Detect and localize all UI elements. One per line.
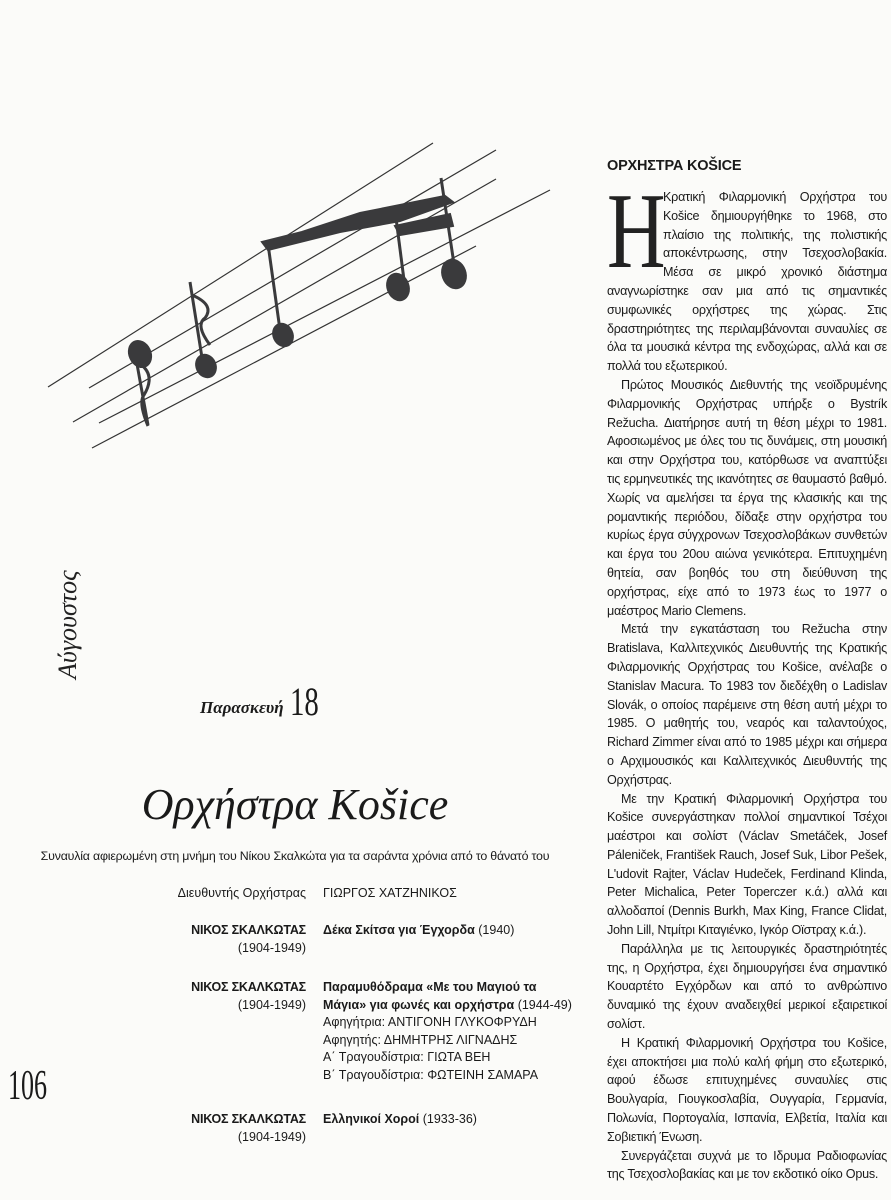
notes <box>124 178 470 426</box>
composer <box>191 922 306 957</box>
article-heading: ΟΡΧΗΣΤΡΑ KOŠICE <box>607 158 742 174</box>
composer-years: (1904-1949) <box>237 997 306 1012</box>
staff-line <box>73 179 496 422</box>
note-head <box>383 270 413 304</box>
note-stem <box>190 282 210 364</box>
composer <box>191 979 306 1014</box>
performer: Αφηγητής: ΔΗΜΗΤΡΗΣ ΛΙΓΝΑΔΗΣ <box>323 1032 518 1047</box>
note-stem <box>137 364 149 426</box>
work-title: Δέκα Σκίτσα για Έγχορδα <box>323 923 475 937</box>
staff-lines <box>48 143 550 448</box>
article-paragraph: Με την Κρατική Φιλαρμονική Ορχήστρα του Košice συνεργάστηκαν πολλοί σημαντικοί Τσέχοι μαέστροι και σολίστ (Václav Smetáček, Josef Páleniček, František Rauch, Josef Suk, Libor Pešek, L'udovit Rajter, Václav Hudeček, Ferdinand Klinda, Peter Michalica, Peter Toperczer κ.ά.) αλλά και αλλοδαποί (Dennis Burkh, Max King, France Clidat, John Lill, Ντμίτρι Κιταγιένκο, Ιγκόρ Οϊστραχ κ.ά.). <box>607 791 887 938</box>
performer: Α΄ Τραγουδίστρια: ΓΙΩΤΑ ΒΕΗ <box>323 1050 491 1064</box>
article <box>607 158 887 1184</box>
article-paragraph: Η Κρατική Φιλαρμονική Ορχήστρα του Košice, έχει αποκτήσει μια πολύ καλή φήμη στο εξωτερικό, αφού έδωσε επιτυχημένες συναυλίες στις Βουλγαρία, Γιουγκοσλαβία, Ουγγαρία, Γερμανία, Πολωνία, Πορτογαλία, Ισπανία, Ελβετία, Ιταλία και Σοβιετική Ένωση. <box>607 1035 887 1144</box>
note-head <box>192 351 220 381</box>
performer: Αφηγήτρια: ΑΝΤΙΓΟΝΗ ΓΛΥΚΟΦΡΥΔΗ <box>323 1015 537 1029</box>
performer: Β΄ Τραγουδίστρια: ΦΩΤΕΙΝΗ ΣΑΜΑΡΑ <box>323 1067 539 1082</box>
music-notes-illustration <box>40 140 560 460</box>
day-number: 18 <box>289 679 319 724</box>
work-year: (1940) <box>474 923 515 937</box>
article-paragraph <box>607 172 887 376</box>
page-number: 106 <box>8 1063 48 1109</box>
work-title: Παραμυθόδραμα «Με του Μαγιού τα <box>323 980 537 994</box>
work-title: Μάγια» για φωνές και ορχήστρα <box>323 997 515 1012</box>
day-heading <box>200 676 330 722</box>
work-year: (1944-49) <box>514 997 572 1012</box>
concert-title: Ορχήστρα Košice <box>141 780 449 829</box>
weekday: Παρασκευή <box>200 698 284 717</box>
conductor-name: ΓΙΩΡΓΟΣ ΧΑΤΖΗΝΙΚΟΣ <box>323 886 457 900</box>
paragraph-text: Κρατική Φιλαρμονική Ορχήστρα του Košice δημιουργήθηκε το 1968, στο πλαίσιο της πολιτικής, της πολιστικής αποκέντρωσης, στην Τσεχοσλοβακία. Μέσα σε μικρό χρονικό διάστημα αναγνωρίστηκε σαν μια από τις σημαντικές συμφωνικές ορχήστρες της χώρας. Στις δραστηριότητες της περιλαμβάνονται συναυλίες σε όλα τα μουσικά κέντρα της ενδοχώρας, αλλά και σε πολλά του εξωτερικού. <box>607 190 887 374</box>
work-title: Ελληνικοί Χοροί <box>323 1112 420 1126</box>
composer-name: ΝΙΚΟΣ ΣΚΑΛΚΩΤΑΣ <box>191 1112 306 1126</box>
conductor-label: Διευθυντής Ορχήστρας <box>177 886 306 900</box>
article-paragraph: Συνεργάζεται συχνά με το Ιδρυμα Ραδιοφωνίας της Τσεχοσλοβακίας και με τον εκδοτικό οίκο Opus. <box>607 1148 887 1182</box>
month-label: Αύγουστος <box>53 570 82 680</box>
article-body <box>607 172 887 1184</box>
work <box>323 1111 477 1129</box>
composer-name: ΝΙΚΟΣ ΣΚΑΛΚΩΤΑΣ <box>191 980 306 994</box>
note-head <box>124 337 156 372</box>
note-stem <box>268 244 280 330</box>
composer-years: (1904-1949) <box>237 1129 306 1144</box>
work <box>323 922 514 940</box>
concert-subtitle: Συναυλία αφιερωμένη στη μνήμη του Νίκου Σκαλκώτα για τα σαράντα χρόνια από το θάνατό του <box>40 849 550 863</box>
composer-name: ΝΙΚΟΣ ΣΚΑΛΚΩΤΑΣ <box>191 923 306 937</box>
work <box>323 979 572 1084</box>
article-paragraph: Παράλληλα με τις λειτουργικές δραστηριότητές της, η Ορχήστρα, έχει δημιουργήσει ένα σημαντικό Κουαρτέτο Εγχόρδων και από το ανθρώπινο δυναμικό της έχουν αναδειχθεί μερικοί εξαιρετικοί σολίστ. <box>607 941 887 1032</box>
article-paragraph: Πρώτος Μουσικός Διεθυντής της νεοϊδρυμένης Φιλαρμονικής Ορχήστρας υπήρξε ο Bystrík Režucha. Διατήρησε αυτή τη θέση μέχρι το 1981. Αφοσιωμένος με όλες του τις δυνάμεις, στη μουσική και στην Ορχήστρα του, κατόρθωσε να αναπτύξει τις ερμηνευτικές της ικανότητες σε θαυμαστό βαθμό. Χωρίς να αμελήσει τα έργα της κλασικής και της ρομαντικής περιόδου, δίδαξε στην ορχήστρα του κυρίως έργα σύγχρονων Τσεχοσλοβάκων συνθετών και έργα του 20ου αιώνα γενικότερα. Επιτυχημένη θητεία, σαν βοηθός του στη διεύθυνση της ορχήστρας, είχε από το 1973 έως το 1977 ο μαέστρος Mario Clemens. <box>607 377 887 618</box>
work-year: (1933-36) <box>419 1112 477 1126</box>
drop-cap: Η <box>607 172 666 291</box>
composer <box>191 1111 306 1146</box>
note-head <box>269 320 297 350</box>
composer-years: (1904-1949) <box>237 940 306 955</box>
article-paragraph: Μετά την εγκατάσταση του Režucha στην Bratislava, Καλλιτεχνικός Διευθυντής της Κρατικής Φιλαρμονικής Ορχήστρας του Košice, ανέλαβε ο Stanislav Macura. Το 1983 τον διεδέχθη ο Ladislav Slovák, ο οποίος παρέμεινε στη θέση αυτή μέχρι το 1985. Ο μαθητής του, νεαρός και ταλαντούχος, Richard Zimmer είναι από το 1985 μέχρι και σήμερα ο Αρχιμουσικός και Καλλιτεχνικός Διευθυντής της Ορχήστρας. <box>607 622 887 787</box>
